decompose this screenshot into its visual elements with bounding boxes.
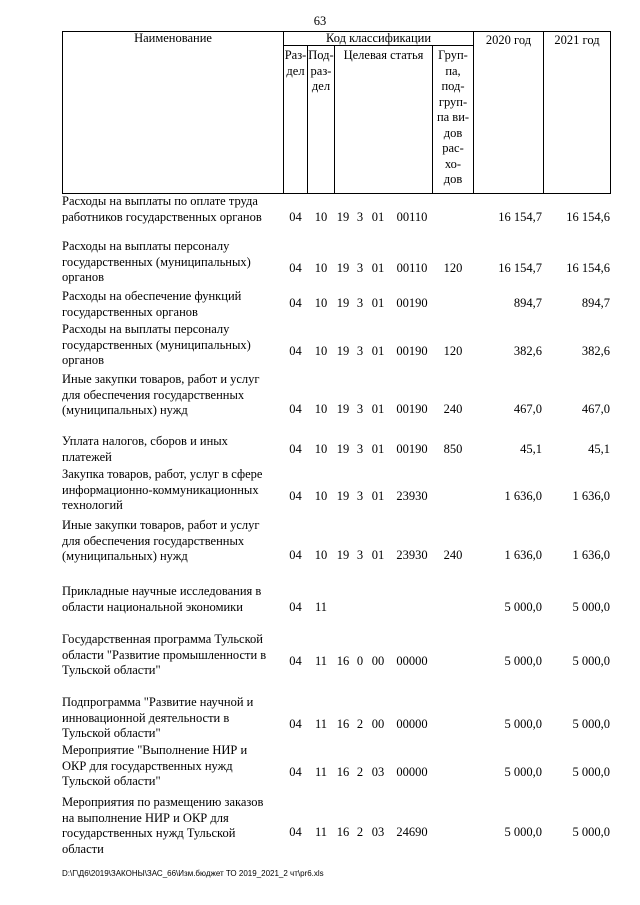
row-razdel: 04 — [289, 442, 302, 456]
row-name: Мероприятия по размещению заказов на выполнение НИР и ОКР для государственных нужд Тульской области — [62, 795, 264, 856]
row-podrazdel: 10 — [314, 344, 328, 358]
row-t2: 3 — [356, 442, 364, 456]
row-t1: 19 — [336, 548, 350, 562]
row-group: 240 — [443, 548, 463, 562]
header-razdel: Раз- дел — [284, 48, 307, 78]
row-y2021: 16 154,6 — [566, 261, 610, 275]
row-t1: 19 — [336, 344, 350, 358]
row-y2021: 382,6 — [581, 344, 610, 358]
row-t3: 03 — [371, 825, 385, 839]
row-y2020: 1 636,0 — [504, 489, 542, 503]
row-y2020: 5 000,0 — [504, 654, 542, 668]
row-y2021: 1 636,0 — [572, 548, 610, 562]
row-podrazdel: 11 — [314, 825, 328, 839]
row-name: Мероприятие "Выполнение НИР и ОКР для государственных нужд Тульской области" — [62, 743, 248, 788]
row-t4: 00190 — [396, 402, 428, 416]
row-name: Прикладные научные исследования в области национальной экономики — [62, 584, 262, 614]
row-t2: 2 — [356, 717, 364, 731]
row-y2020: 1 636,0 — [504, 548, 542, 562]
header-group: Груп- па, под- груп- па ви- дов рас- хо- дов — [436, 48, 470, 186]
row-t1: 16 — [336, 654, 350, 668]
row-t3: 00 — [371, 654, 385, 668]
row-y2021: 45,1 — [588, 442, 610, 456]
row-y2020: 16 154,7 — [498, 210, 542, 224]
row-t4: 00190 — [396, 344, 428, 358]
row-y2020: 16 154,7 — [498, 261, 542, 275]
row-podrazdel: 10 — [314, 402, 328, 416]
row-razdel: 04 — [289, 825, 302, 839]
row-t2: 3 — [356, 489, 364, 503]
row-y2020: 467,0 — [513, 402, 542, 416]
row-t4: 00000 — [396, 717, 428, 731]
row-y2020: 5 000,0 — [504, 600, 542, 614]
header-classification: Код классификации — [325, 31, 432, 45]
row-t3: 01 — [371, 296, 385, 310]
row-t4: 00110 — [396, 210, 428, 224]
row-y2021: 5 000,0 — [572, 654, 610, 668]
row-t4: 00000 — [396, 765, 428, 779]
row-t4: 23930 — [396, 489, 428, 503]
row-t3: 01 — [371, 402, 385, 416]
row-razdel: 04 — [289, 261, 302, 275]
row-t1: 16 — [336, 765, 350, 779]
row-y2021: 894,7 — [581, 296, 610, 310]
row-podrazdel: 11 — [314, 600, 328, 614]
row-t4: 00190 — [396, 442, 428, 456]
row-name: Государственная программа Тульской области "Развитие промышленности в Тульской области" — [62, 632, 267, 677]
row-t2: 3 — [356, 402, 364, 416]
row-y2020: 382,6 — [513, 344, 542, 358]
row-y2020: 5 000,0 — [504, 717, 542, 731]
row-t4: 00110 — [396, 261, 428, 275]
row-y2021: 5 000,0 — [572, 825, 610, 839]
row-t1: 19 — [336, 442, 350, 456]
page-number: 63 — [313, 14, 327, 28]
row-y2021: 467,0 — [581, 402, 610, 416]
row-t4: 24690 — [396, 825, 428, 839]
row-t2: 3 — [356, 296, 364, 310]
row-t3: 01 — [371, 489, 385, 503]
row-razdel: 04 — [289, 600, 302, 614]
row-group: 120 — [443, 261, 463, 275]
row-t1: 19 — [336, 402, 350, 416]
header-year-2021: 2021 год — [554, 33, 600, 47]
row-t3: 01 — [371, 442, 385, 456]
row-t3: 00 — [371, 717, 385, 731]
row-y2020: 894,7 — [513, 296, 542, 310]
header-target-article: Целевая статья — [343, 48, 424, 62]
row-podrazdel: 11 — [314, 717, 328, 731]
row-podrazdel: 10 — [314, 442, 328, 456]
row-razdel: 04 — [289, 548, 302, 562]
row-name: Расходы на выплаты персоналу государственных (муниципальных) органов — [62, 239, 251, 284]
row-t3: 01 — [371, 548, 385, 562]
row-t1: 19 — [336, 210, 350, 224]
row-podrazdel: 11 — [314, 765, 328, 779]
row-t2: 2 — [356, 765, 364, 779]
header-year-2020: 2020 год — [485, 33, 532, 47]
row-y2021: 1 636,0 — [572, 489, 610, 503]
row-name: Иные закупки товаров, работ и услуг для обеспечения государственных (муниципальных) нужд — [62, 518, 260, 563]
row-t1: 19 — [336, 489, 350, 503]
row-razdel: 04 — [289, 717, 302, 731]
row-podrazdel: 10 — [314, 548, 328, 562]
row-t2: 3 — [356, 261, 364, 275]
row-t1: 16 — [336, 825, 350, 839]
row-y2020: 5 000,0 — [504, 765, 542, 779]
row-y2021: 5 000,0 — [572, 717, 610, 731]
row-group: 850 — [443, 442, 463, 456]
row-t2: 0 — [356, 654, 364, 668]
row-y2021: 5 000,0 — [572, 765, 610, 779]
row-name: Уплата налогов, сборов и иных платежей — [62, 434, 228, 464]
row-name: Закупка товаров, работ, услуг в сфере информационно-коммуникационных технологий — [62, 467, 263, 512]
row-razdel: 04 — [289, 765, 302, 779]
row-group: 240 — [443, 402, 463, 416]
row-t2: 3 — [356, 210, 364, 224]
row-razdel: 04 — [289, 344, 302, 358]
row-t2: 3 — [356, 548, 364, 562]
row-razdel: 04 — [289, 489, 302, 503]
row-t2: 2 — [356, 825, 364, 839]
row-t4: 00190 — [396, 296, 428, 310]
row-name: Расходы на выплаты персоналу государственных (муниципальных) органов — [62, 322, 251, 367]
row-t1: 19 — [336, 296, 350, 310]
row-t1: 19 — [336, 261, 350, 275]
row-name: Расходы на выплаты по оплате труда работников государственных органов — [62, 194, 262, 224]
row-t4: 23930 — [396, 548, 428, 562]
row-podrazdel: 10 — [314, 210, 328, 224]
row-name: Иные закупки товаров, работ и услуг для обеспечения государственных (муниципальных) нужд — [62, 372, 260, 417]
row-t3: 03 — [371, 765, 385, 779]
row-t3: 01 — [371, 210, 385, 224]
row-razdel: 04 — [289, 210, 302, 224]
row-podrazdel: 10 — [314, 296, 328, 310]
row-y2020: 45,1 — [520, 442, 542, 456]
row-y2020: 5 000,0 — [504, 825, 542, 839]
header-podrazdel: Под- раз- дел — [308, 48, 334, 93]
row-razdel: 04 — [289, 296, 302, 310]
row-name: Расходы на обеспечение функций государственных органов — [62, 289, 242, 319]
row-t3: 01 — [371, 261, 385, 275]
row-podrazdel: 10 — [314, 261, 328, 275]
header-name: Наименование — [134, 31, 212, 45]
row-razdel: 04 — [289, 654, 302, 668]
row-name: Подпрограмма "Развитие научной и инновационной деятельности в Тульской области" — [62, 695, 254, 740]
row-y2021: 16 154,6 — [566, 210, 610, 224]
row-razdel: 04 — [289, 402, 302, 416]
row-t3: 01 — [371, 344, 385, 358]
row-y2021: 5 000,0 — [572, 600, 610, 614]
row-t4: 00000 — [396, 654, 428, 668]
row-podrazdel: 10 — [314, 489, 328, 503]
file-path-footer: D:\Г\Д6\2019\ЗАКОНЫ\ЗАС_66\Изм.бюджет ТО 2019_2021_2 чт\pr6.xls — [62, 869, 324, 878]
row-t2: 3 — [356, 344, 364, 358]
row-podrazdel: 11 — [314, 654, 328, 668]
row-t1: 16 — [336, 717, 350, 731]
row-group: 120 — [443, 344, 463, 358]
